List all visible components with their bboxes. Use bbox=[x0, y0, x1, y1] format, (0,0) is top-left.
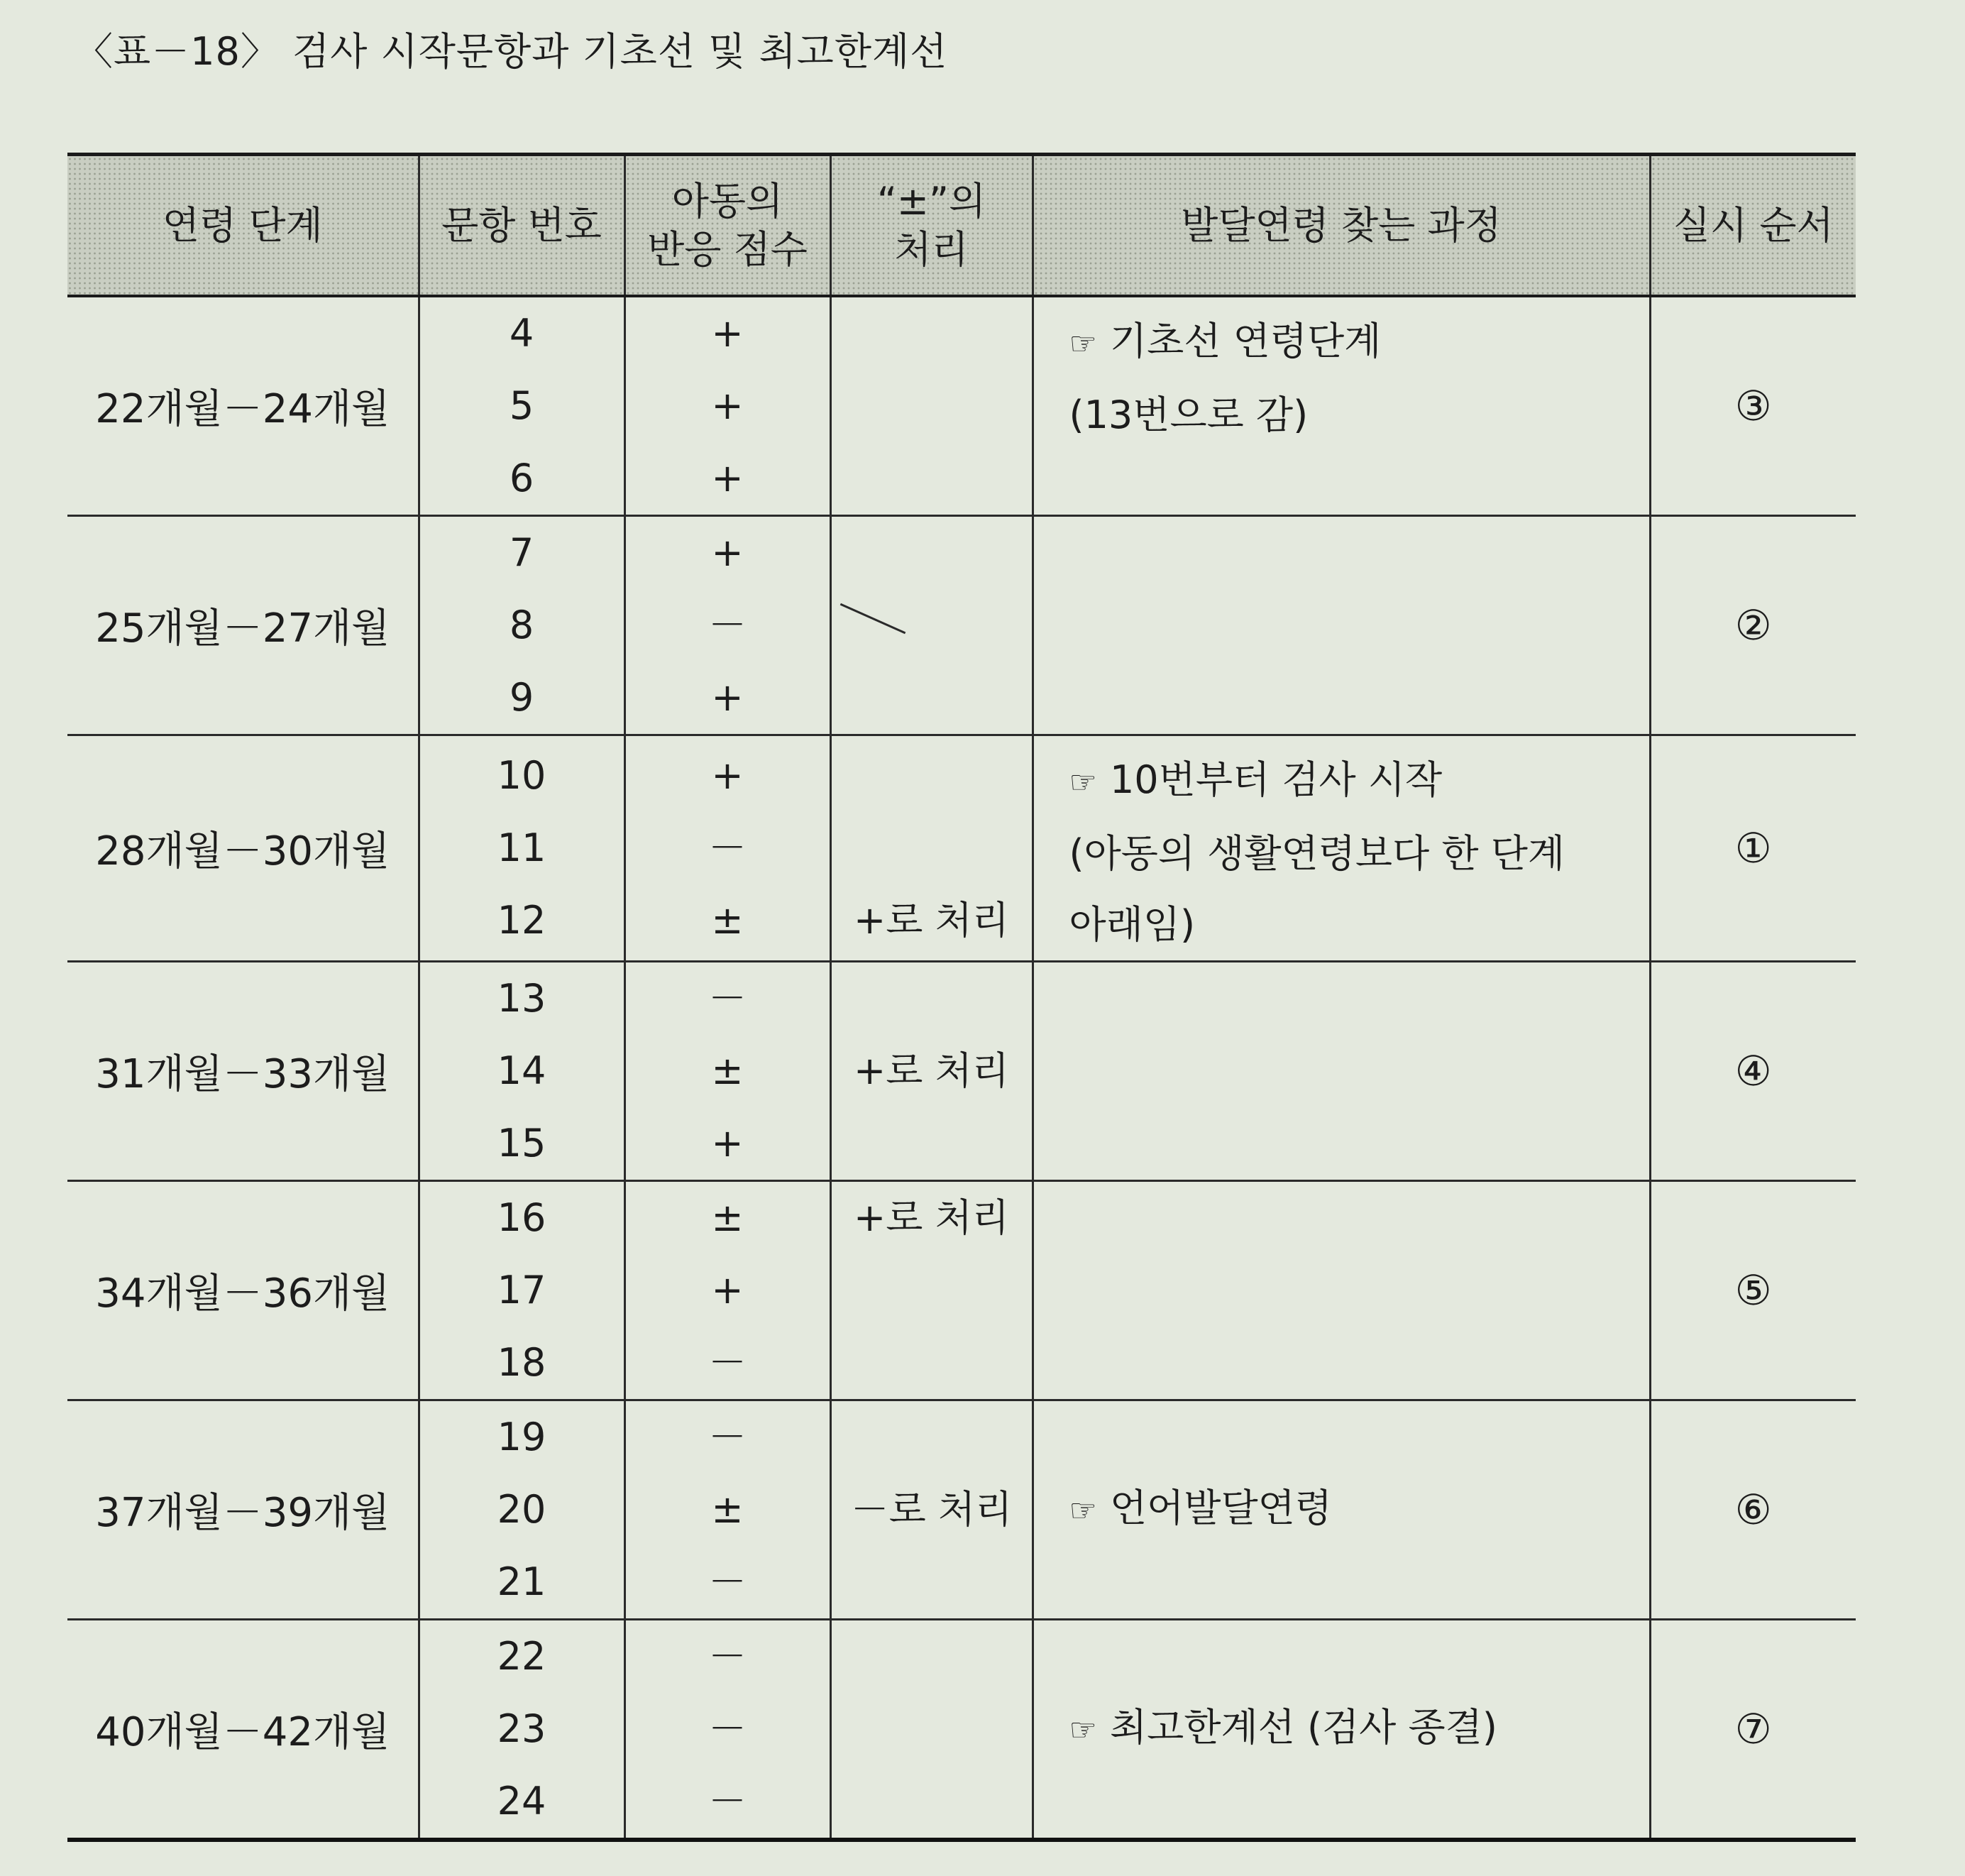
process-line bbox=[1069, 889, 1649, 960]
item-number: 19 bbox=[497, 1415, 546, 1459]
response-score: + bbox=[711, 530, 744, 575]
order-cell: ① bbox=[1650, 735, 1856, 962]
order-cell: ⑥ bbox=[1650, 1400, 1856, 1620]
plusminus-treatment bbox=[832, 517, 1032, 589]
item-number: 5 bbox=[509, 383, 534, 428]
response-score: － bbox=[708, 1706, 747, 1751]
item-number: 23 bbox=[497, 1706, 546, 1751]
response-score-cell bbox=[624, 1400, 830, 1620]
plusminus-treatment-cell bbox=[830, 962, 1033, 1181]
item-number-cell bbox=[419, 962, 624, 1181]
header-order: 실시 순서 bbox=[1650, 155, 1856, 297]
response-score: ± bbox=[711, 898, 744, 943]
pointing-hand-icon: ☞ bbox=[1069, 326, 1097, 362]
table-row bbox=[67, 735, 1856, 962]
response-score-cell bbox=[624, 1620, 830, 1841]
process-cell bbox=[1033, 1181, 1650, 1400]
item-number: 4 bbox=[509, 311, 534, 356]
process-cell bbox=[1033, 516, 1650, 735]
plusminus-treatment bbox=[832, 1327, 1032, 1399]
plusminus-treatment bbox=[832, 1401, 1032, 1474]
table-body bbox=[67, 296, 1856, 1840]
process-cell bbox=[1033, 1400, 1650, 1620]
plusminus-treatment bbox=[832, 370, 1032, 442]
response-score: － bbox=[708, 603, 747, 647]
response-score: ± bbox=[711, 1487, 744, 1532]
response-score-cell bbox=[624, 516, 830, 735]
process-cell bbox=[1033, 296, 1650, 516]
response-score: + bbox=[711, 1121, 744, 1165]
order-cell: ③ bbox=[1650, 296, 1856, 516]
process-line bbox=[1069, 1692, 1649, 1766]
plusminus-treatment: +로 처리 bbox=[854, 898, 1009, 943]
plusminus-treatment-cell bbox=[830, 735, 1033, 962]
response-score: ± bbox=[711, 1195, 744, 1240]
pointing-hand-icon: ☞ bbox=[1069, 1493, 1097, 1529]
pointing-hand-icon: ☞ bbox=[1069, 1712, 1097, 1748]
process-line bbox=[1069, 380, 1649, 451]
order-cell: ⑤ bbox=[1650, 1181, 1856, 1400]
age-stage-cell: 28개월－30개월 bbox=[67, 735, 419, 962]
response-score: + bbox=[711, 1268, 744, 1312]
order-cell: ④ bbox=[1650, 962, 1856, 1181]
plusminus-treatment bbox=[832, 1620, 1032, 1693]
response-score-cell bbox=[624, 962, 830, 1181]
header-process: 발달연령 찾는 과정 bbox=[1033, 155, 1650, 297]
order-cell: ⑦ bbox=[1650, 1620, 1856, 1841]
plusminus-treatment-cell bbox=[830, 1181, 1033, 1400]
plusminus-treatment bbox=[832, 1765, 1032, 1838]
header-response-line1: 아동의 bbox=[671, 179, 783, 224]
response-score-cell bbox=[624, 1181, 830, 1400]
response-score: － bbox=[708, 1779, 747, 1823]
plusminus-treatment bbox=[832, 962, 1032, 1035]
response-score: － bbox=[708, 1634, 747, 1679]
process-cell bbox=[1033, 1620, 1650, 1841]
table-row bbox=[67, 962, 1856, 1181]
process-cell bbox=[1033, 962, 1650, 1181]
item-number: 9 bbox=[509, 675, 534, 720]
item-number: 6 bbox=[509, 456, 534, 500]
process-cell bbox=[1033, 735, 1650, 962]
item-number-cell bbox=[419, 296, 624, 516]
pointing-hand-icon: ☞ bbox=[1069, 764, 1097, 801]
item-number: 14 bbox=[497, 1048, 546, 1093]
item-number: 7 bbox=[509, 530, 534, 575]
age-stage-cell: 22개월－24개월 bbox=[67, 296, 419, 516]
process-line bbox=[1069, 818, 1649, 889]
development-age-table bbox=[67, 153, 1856, 1842]
response-score: + bbox=[711, 311, 744, 356]
header-response-score bbox=[624, 155, 830, 297]
plusminus-treatment: +로 처리 bbox=[854, 1195, 1009, 1240]
response-score: ± bbox=[711, 1048, 744, 1093]
plusminus-treatment: +로 처리 bbox=[854, 1048, 1009, 1093]
item-number: 22 bbox=[497, 1634, 546, 1679]
plusminus-treatment bbox=[832, 1107, 1032, 1180]
item-number-cell bbox=[419, 735, 624, 962]
table-row bbox=[67, 296, 1856, 516]
item-number-cell bbox=[419, 516, 624, 735]
response-score: － bbox=[708, 976, 747, 1021]
age-stage-cell: 40개월－42개월 bbox=[67, 1620, 419, 1841]
process-text: 아래임) bbox=[1069, 902, 1196, 947]
response-score-cell bbox=[624, 735, 830, 962]
age-stage-cell: 34개월－36개월 bbox=[67, 1181, 419, 1400]
table-row bbox=[67, 1620, 1856, 1841]
table-row bbox=[67, 516, 1856, 735]
table-row bbox=[67, 1400, 1856, 1620]
process-text: (13번으로 감) bbox=[1069, 393, 1309, 437]
process-text: 10번부터 검사 시작 bbox=[1109, 757, 1443, 802]
process-text: (아동의 생활연령보다 한 단계 bbox=[1069, 831, 1565, 876]
plusminus-treatment bbox=[832, 1693, 1032, 1765]
response-score: + bbox=[711, 383, 744, 428]
plusminus-treatment bbox=[832, 1254, 1032, 1327]
header-response-line2: 반응 점수 bbox=[647, 226, 808, 272]
plusminus-treatment bbox=[832, 740, 1032, 812]
age-stage-cell: 31개월－33개월 bbox=[67, 962, 419, 1181]
plusminus-treatment bbox=[832, 442, 1032, 515]
response-score: － bbox=[708, 1340, 747, 1385]
item-number: 13 bbox=[497, 976, 546, 1021]
item-number-cell bbox=[419, 1181, 624, 1400]
header-item-number: 문항 번호 bbox=[419, 155, 624, 297]
plusminus-treatment-cell bbox=[830, 1400, 1033, 1620]
item-number: 8 bbox=[509, 603, 534, 647]
response-score: － bbox=[708, 1559, 747, 1604]
response-score-cell bbox=[624, 296, 830, 516]
age-stage-cell: 37개월－39개월 bbox=[67, 1400, 419, 1620]
plusminus-treatment: －로 처리 bbox=[850, 1487, 1013, 1532]
plusminus-treatment-cell bbox=[830, 296, 1033, 516]
header-row bbox=[67, 155, 1856, 297]
process-text: 기초선 연령단계 bbox=[1109, 319, 1382, 363]
process-line bbox=[1069, 1473, 1649, 1547]
order-cell: ② bbox=[1650, 516, 1856, 735]
item-number: 18 bbox=[497, 1340, 546, 1385]
plusminus-treatment-cell bbox=[830, 516, 1033, 735]
item-number: 17 bbox=[497, 1268, 546, 1312]
item-number: 11 bbox=[497, 825, 546, 870]
table-caption: 〈표－18〉 검사 시작문항과 기초선 및 최고한계선 bbox=[75, 29, 948, 74]
header-plusminus-line1: “±”의 bbox=[876, 179, 986, 224]
process-text: 언어발달연령 bbox=[1109, 1486, 1332, 1530]
plusminus-treatment-cell bbox=[830, 1620, 1033, 1841]
table-row bbox=[67, 1181, 1856, 1400]
header-age-stage: 연령 단계 bbox=[67, 155, 419, 297]
item-number-cell bbox=[419, 1400, 624, 1620]
item-number: 15 bbox=[497, 1121, 546, 1165]
item-number: 24 bbox=[497, 1779, 546, 1823]
item-number: 16 bbox=[497, 1195, 546, 1240]
header-plusminus-line2: 처리 bbox=[894, 226, 969, 272]
item-number: 20 bbox=[497, 1487, 546, 1532]
response-score: + bbox=[711, 753, 744, 798]
response-score: － bbox=[708, 1415, 747, 1459]
plusminus-treatment bbox=[832, 662, 1032, 734]
response-score: － bbox=[708, 825, 747, 870]
process-line bbox=[1069, 306, 1649, 380]
process-line bbox=[1069, 745, 1649, 818]
plusminus-treatment bbox=[832, 1546, 1032, 1618]
age-stage-cell: 25개월－27개월 bbox=[67, 516, 419, 735]
process-text: 최고한계선 (검사 종결) bbox=[1109, 1705, 1497, 1750]
item-number: 10 bbox=[497, 753, 546, 798]
plusminus-treatment bbox=[832, 297, 1032, 370]
plusminus-treatment bbox=[832, 589, 1032, 662]
item-number: 12 bbox=[497, 898, 546, 943]
plusminus-treatment bbox=[832, 812, 1032, 884]
item-number-cell bbox=[419, 1620, 624, 1841]
header-plusminus bbox=[830, 155, 1033, 297]
response-score: + bbox=[711, 456, 744, 500]
item-number: 21 bbox=[497, 1559, 546, 1604]
response-score: + bbox=[711, 675, 744, 720]
